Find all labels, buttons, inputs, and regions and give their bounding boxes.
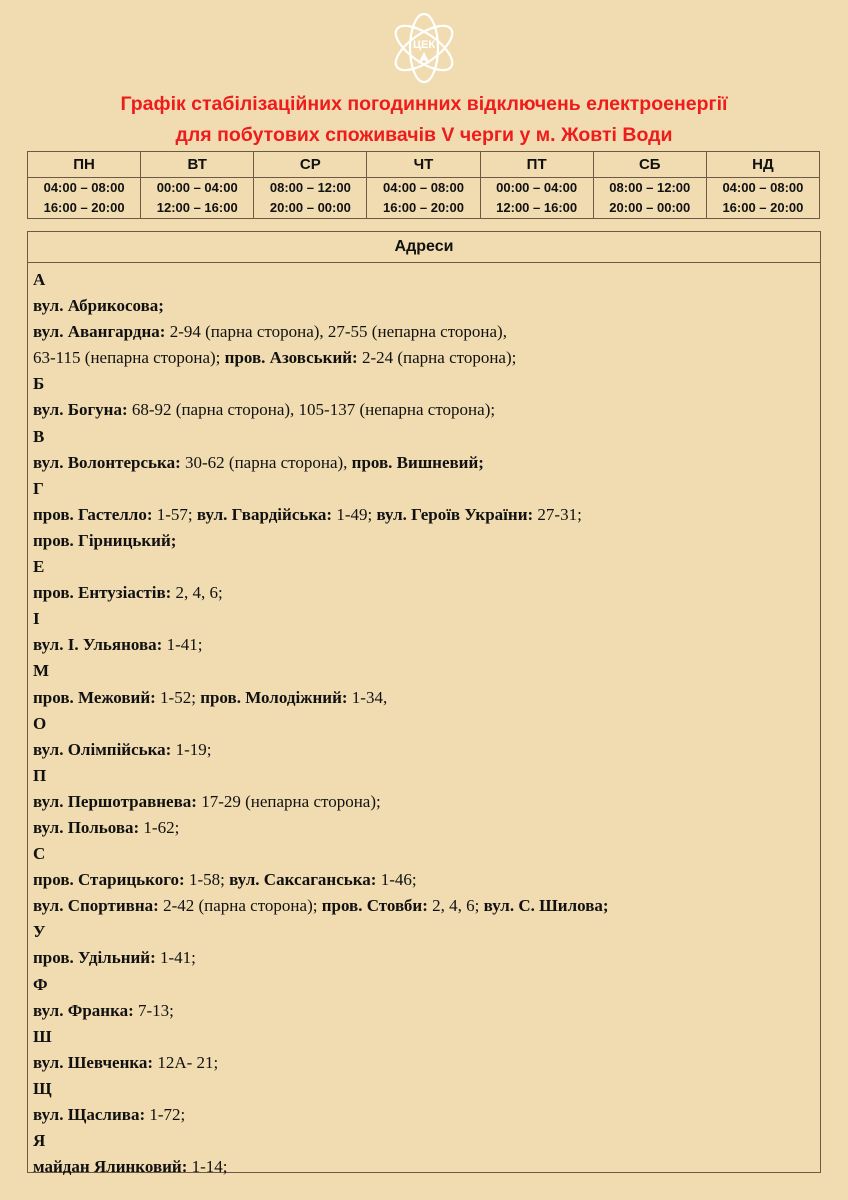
address-line (33, 737, 820, 763)
time-slot-cell (706, 178, 819, 219)
time-slot: 20:00 – 00:00 (609, 200, 691, 215)
address-street: вул. Спортивна: (33, 896, 159, 916)
address-range: 12А- 21; (153, 1052, 219, 1072)
day-header: НД (706, 152, 819, 178)
address-street: А (33, 270, 46, 289)
address-range: 1-49; (332, 504, 377, 524)
addresses-list (28, 263, 820, 1180)
address-range: 17-29 (непарна сторона); (196, 791, 381, 811)
address-range: 2, 4, 6; (427, 896, 484, 916)
schedule-time-row (28, 178, 820, 219)
page-title-line-1: Графік стабілізаційних погодинних відключень електроенергії (120, 93, 728, 115)
time-slot: 12:00 – 16:00 (156, 200, 238, 215)
address-street: пров. Молодіжний: (200, 687, 348, 707)
address-range: 1-58; (184, 870, 230, 890)
time-slot: 16:00 – 20:00 (722, 200, 804, 215)
address-line (33, 450, 820, 476)
address-street: вул. Польова: (33, 817, 140, 837)
day-header: ПН (28, 152, 141, 178)
address-street: вул. Щаслива: (33, 1105, 146, 1124)
time-slot: 16:00 – 20:00 (43, 200, 125, 215)
address-line (33, 554, 820, 580)
address-line (33, 789, 820, 815)
address-street: О (33, 713, 47, 733)
address-range: 2-42 (парна сторона); (158, 896, 322, 916)
time-slot: 16:00 – 20:00 (383, 200, 464, 215)
address-street: пров. Вишневий; (351, 452, 484, 472)
address-line (33, 293, 820, 319)
address-line (33, 580, 820, 606)
time-slot: 08:00 – 12:00 (609, 180, 691, 195)
address-line (33, 893, 820, 919)
day-header: СБ (593, 152, 706, 178)
time-slot-cell (593, 178, 706, 219)
address-line (33, 1154, 820, 1180)
address-line (33, 658, 820, 684)
address-street: вул. Франка: (33, 1000, 134, 1020)
page-title-line-2: для побутових споживачів V черги у м. Жовті Води (175, 124, 673, 146)
time-slot: 12:00 – 16:00 (496, 200, 578, 215)
time-slot-cell (141, 178, 254, 219)
time-slot: 04:00 – 08:00 (43, 180, 125, 195)
address-street: вул. І. Ульянова: (33, 635, 163, 655)
time-slot: 00:00 – 04:00 (496, 180, 578, 195)
time-slot-cell (480, 178, 593, 219)
address-range: 7-13; (133, 1000, 174, 1020)
address-range: 1-46; (376, 870, 417, 890)
address-line (33, 1076, 820, 1102)
address-line (33, 476, 820, 502)
address-street: Щ (33, 1078, 52, 1098)
address-street: вул. Героїв України: (376, 504, 534, 524)
time-slot-cell (254, 178, 367, 219)
address-line (33, 632, 820, 658)
address-range: 1-72; (145, 1105, 186, 1124)
address-line (33, 867, 820, 893)
address-line (33, 397, 820, 423)
address-range: 27-31; (533, 504, 582, 524)
address-line (33, 528, 820, 554)
address-street: майдан Ялинковий: (33, 1157, 188, 1177)
address-street: пров. Межовий: (33, 687, 156, 707)
address-street: Б (33, 374, 45, 394)
address-street: вул. Олімпійська: (33, 739, 172, 759)
address-line (33, 502, 820, 528)
address-range: 1-34, (347, 687, 388, 707)
address-range: 30-62 (парна сторона), (180, 452, 352, 472)
address-line (33, 371, 820, 397)
address-range: 1-41; (162, 635, 203, 655)
address-street: вул. Богуна: (33, 400, 128, 420)
address-street: пров. Ентузіастів: (33, 583, 172, 603)
time-slot-cell (28, 178, 141, 219)
address-range: 1-57; (152, 504, 197, 524)
address-street: вул. С. Шилова; (483, 896, 609, 916)
address-line (33, 606, 820, 632)
address-line (33, 998, 820, 1024)
day-header: ВТ (141, 152, 254, 178)
address-street: пров. Гірницький; (33, 530, 177, 550)
address-line (33, 685, 820, 711)
address-street: І (33, 609, 40, 629)
address-range: 63-115 (непарна сторона); (33, 348, 225, 368)
address-line (33, 711, 820, 737)
time-slot: 20:00 – 00:00 (269, 200, 351, 215)
logo-text: ЦЕК (412, 39, 436, 51)
address-street: пров. Старицького: (33, 870, 185, 890)
address-street: вул. Першотравнева: (33, 791, 197, 811)
address-street: Ф (33, 974, 48, 994)
address-street: вул. Гвардійська: (196, 504, 333, 524)
address-range: 1-52; (155, 687, 201, 707)
address-street: Ш (33, 1026, 52, 1046)
address-line (33, 424, 820, 450)
address-street: пров. Азовський: (224, 348, 358, 368)
outage-schedule-table (27, 151, 820, 219)
address-street: пров. Гастелло: (33, 504, 153, 524)
address-line (33, 1128, 820, 1154)
day-header: СР (254, 152, 367, 178)
address-line (33, 319, 820, 345)
address-line (33, 267, 820, 293)
address-range: 1-19; (171, 739, 212, 759)
address-street: пров. Удільний: (33, 948, 156, 968)
address-range: 68-92 (парна сторона), 105-137 (непарна сторона); (127, 400, 496, 420)
time-slot: 04:00 – 08:00 (722, 180, 804, 195)
address-line (33, 1102, 820, 1128)
address-street: вул. Абрикосова; (33, 296, 164, 316)
addresses-header: Адреси (28, 232, 820, 263)
address-street: Г (33, 478, 44, 498)
address-street: вул. Волонтерська: (33, 452, 181, 472)
address-range: 1-62; (139, 817, 180, 837)
address-line (33, 841, 820, 867)
address-line (33, 815, 820, 841)
address-line (33, 945, 820, 971)
address-street: вул. Саксаганська: (229, 870, 377, 890)
addresses-panel (27, 231, 821, 1177)
address-street: М (33, 661, 50, 681)
address-line (33, 919, 820, 945)
time-slot: 04:00 – 08:00 (383, 180, 464, 195)
schedule-day-row (28, 152, 820, 178)
day-header: ПТ (480, 152, 593, 178)
address-range: 2-94 (парна сторона), 27-55 (непарна сторона), (165, 322, 507, 342)
day-header: ЧТ (367, 152, 480, 178)
address-street: вул. Шевченка: (33, 1052, 154, 1072)
cek-logo-icon (388, 10, 460, 86)
address-line (33, 972, 820, 998)
address-street: Я (33, 1131, 46, 1151)
address-street: П (33, 765, 47, 785)
address-line (33, 763, 820, 789)
address-street: С (33, 844, 46, 864)
address-range: 2, 4, 6; (171, 583, 223, 603)
address-line (33, 1024, 820, 1050)
time-slot: 08:00 – 12:00 (269, 180, 351, 195)
address-street: В (33, 426, 45, 446)
address-range: 2-24 (парна сторона); (357, 348, 517, 368)
address-street: Е (33, 557, 45, 577)
address-street: пров. Стовби: (321, 896, 428, 916)
address-street: У (33, 922, 46, 942)
time-slot: 00:00 – 04:00 (156, 180, 238, 195)
address-range: 1-14; (187, 1157, 228, 1177)
address-street: вул. Авангардна: (33, 322, 166, 342)
address-line (33, 345, 820, 371)
time-slot-cell (367, 178, 480, 219)
address-range: 1-41; (155, 948, 196, 968)
address-line (33, 1050, 820, 1076)
